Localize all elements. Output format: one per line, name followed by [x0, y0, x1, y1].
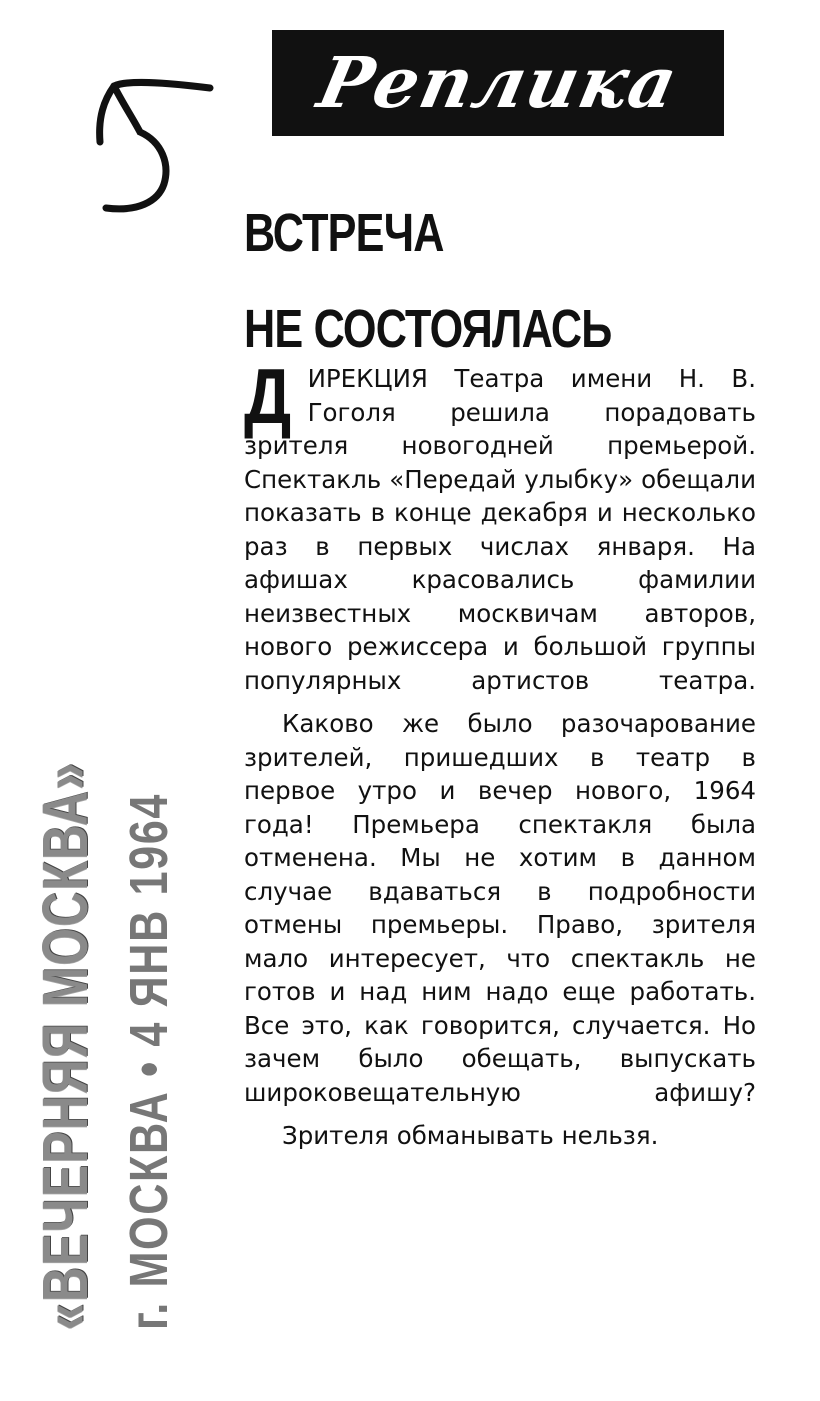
headline-line-2: НЕ СОСТОЯЛАСЬ [244, 299, 612, 359]
paragraph-3: Зрителя обманывать нельзя. [282, 1121, 659, 1150]
article-headline [244, 185, 620, 377]
paragraph-1-text: ИРЕКЦИЯ Театра имени Н. В. Гоголя решила порадовать зрителя новогодней премьерой. Спектакль «Передай улыбку» обещали показать в конце декабря и несколько раз в первых числах января. На афишах красовались фамилии неизвестных москвичам авторов, нового режиссера и большой группы популярных артистов театра. [244, 364, 756, 695]
stamp-place-date: г. МОСКВА • 4 ЯНВ 1964 [119, 793, 179, 1330]
newspaper-date-stamp [18, 330, 223, 1330]
handwritten-mark-text: 5 [92, 72, 93, 73]
headline-line-1: ВСТРЕЧА [244, 203, 444, 263]
handwritten-number [92, 72, 222, 222]
handwritten-five-icon [92, 72, 222, 222]
rubric-label: Реплика [310, 41, 686, 124]
drop-cap: Д [244, 352, 292, 440]
rubric-banner [272, 30, 724, 136]
article-body [244, 352, 756, 1153]
paragraph-2: Каково же было разочарование зрителей, пришедших в театр в первое утро и вечер нового, 1964 года! Премьера спектакля была отменена. Мы не хотим в данном случае вдаваться в подробности отмены премьеры. Право, зрителя мало интересует, что спектакль не готов и над ним надо еще работать. Все это, как говорится, случается. Но зачем было обещать, выпускать широковещательную афишу? [244, 709, 756, 1107]
stamp-newspaper-name: «ВЕЧЕРНЯЯ МОСКВА» [29, 761, 101, 1330]
paragraph-1 [244, 352, 756, 697]
